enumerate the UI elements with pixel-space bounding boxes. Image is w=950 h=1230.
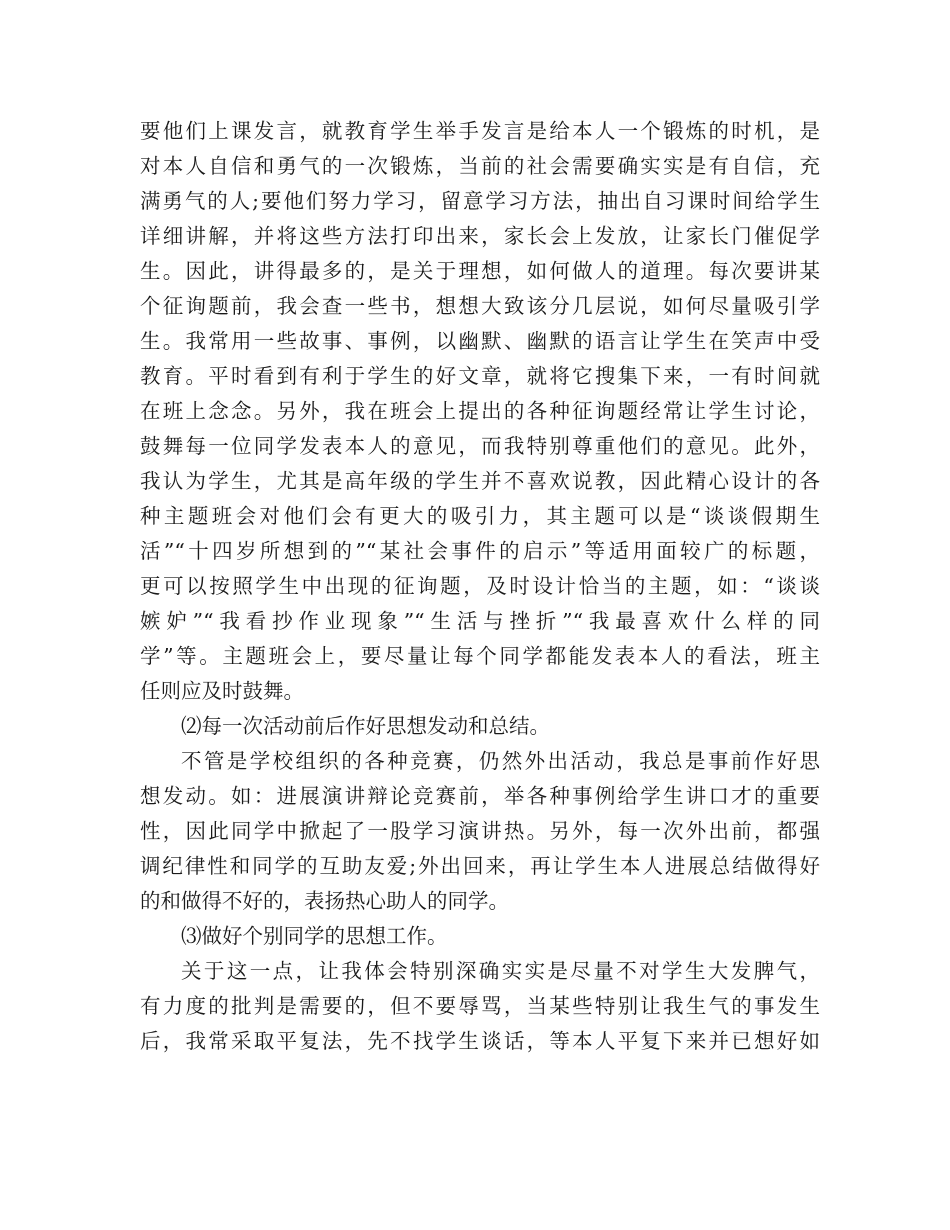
- text-line: 想发动。如：进展演讲辩论竞赛前，举各种事例给学生讲口才的重要: [140, 784, 820, 808]
- text-line: 嫉妒”“我看抄作业现象”“生活与挫折”“我最喜欢什么样的同: [140, 609, 820, 633]
- text-line: 关于这一点，让我体会特别深确实实是尽量不对学生大发脾气，: [181, 959, 820, 983]
- text-line: 调纪律性和同学的互助友爱;外出回来，再让学生本人进展总结做得好: [140, 854, 820, 878]
- body-text: [140, 114, 820, 1059]
- section-heading: ⑵每一次活动前后作好思想发动和总结。: [181, 714, 550, 738]
- text-line: 个征询题前，我会查一些书，想想大致该分几层说，如何尽量吸引学: [140, 294, 820, 318]
- text-line: 性，因此同学中掀起了一股学习演讲热。另外，每一次外出前，都强: [140, 819, 820, 843]
- text-line: 后，我常采取平复法，先不找学生谈话，等本人平复下来并已想好如: [140, 1029, 820, 1053]
- text-line: 对本人自信和勇气的一次锻炼，当前的社会需要确实实是有自信，充: [140, 154, 820, 178]
- text-line: 生。因此，讲得最多的，是关于理想，如何做人的道理。每次要讲某: [140, 259, 820, 283]
- text-line: 在班上念念。另外，我在班会上提出的各种征询题经常让学生讨论，: [140, 399, 820, 423]
- text-line: 生。我常用一些故事、事例，以幽默、幽默的语言让学生在笑声中受: [140, 329, 820, 353]
- text-line: 教育。平时看到有利于学生的好文章，就将它搜集下来，一有时间就: [140, 364, 820, 388]
- text-line: 详细讲解，并将这些方法打印出来，家长会上发放，让家长门催促学: [140, 224, 820, 248]
- text-line: 要他们上课发言，就教育学生举手发言是给本人一个锻炼的时机，是: [140, 119, 820, 143]
- text-line: 的和做得不好的，表扬热心助人的同学。: [140, 889, 509, 913]
- text-line: 满勇气的人;要他们努力学习，留意学习方法，抽出自习课时间给学生: [140, 189, 820, 213]
- text-line: 更可以按照学生中出现的征询题，及时设计恰当的主题，如：“谈谈: [140, 574, 820, 598]
- text-line: 任则应及时鼓舞。: [140, 679, 304, 703]
- text-line: 学”等。主题班会上，要尽量让每个同学都能发表本人的看法，班主: [140, 644, 820, 668]
- text-line: 我认为学生，尤其是高年级的学生并不喜欢说教，因此精心设计的各: [140, 469, 820, 493]
- text-line: 活”“十四岁所想到的”“某社会事件的启示”等适用面较广的标题，: [140, 539, 820, 563]
- section-heading: ⑶做好个别同学的思想工作。: [181, 924, 448, 948]
- text-line: 鼓舞每一位同学发表本人的意见，而我特别尊重他们的意见。此外，: [140, 434, 820, 458]
- text-line: 种主题班会对他们会有更大的吸引力，其主题可以是“谈谈假期生: [140, 504, 820, 528]
- text-line: 不管是学校组织的各种竞赛，仍然外出活动，我总是事前作好思: [181, 749, 820, 773]
- text-line: 有力度的批判是需要的，但不要辱骂，当某些特别让我生气的事发生: [140, 994, 820, 1018]
